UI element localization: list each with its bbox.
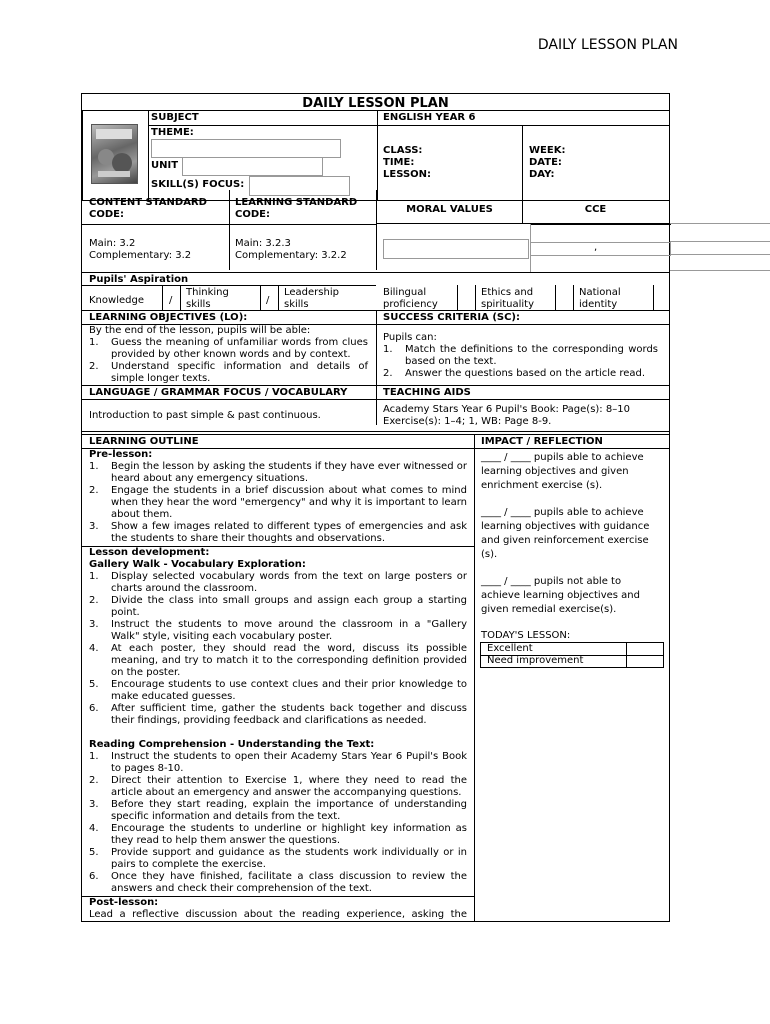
aspiration-tick-thinking: /	[266, 295, 270, 306]
week-label: WEEK:	[529, 145, 566, 156]
teaching-aids-line1: Academy Stars Year 6 Pupil's Book: Page(s): 8–10	[383, 404, 630, 415]
rating-excellent-mark-cell[interactable]	[627, 643, 663, 655]
aspiration-ethics-line1: Ethics and	[481, 287, 534, 298]
todays-lesson-rating-table	[480, 642, 664, 668]
pre-lesson-label: Pre-lesson:	[89, 449, 153, 460]
theme-label: THEME:	[151, 127, 194, 138]
todays-lesson-label: TODAY'S LESSON:	[481, 630, 571, 641]
sc-label: SUCCESS CRITERIA (SC):	[383, 312, 521, 323]
date-label: DATE:	[529, 157, 562, 168]
aspiration-thinking-skills	[186, 287, 229, 311]
reading-item-number: 6.	[89, 871, 99, 882]
rating-need-improvement: Need improvement	[487, 655, 584, 666]
gallery-walk-item	[89, 619, 467, 643]
aspiration-leadership-line2: skills	[284, 299, 309, 310]
teaching-aids-line2: Exercise(s): 1–4; 1, WB: Page 8-9.	[383, 416, 552, 427]
learning-standard-label-line1: LEARNING STANDARD	[235, 197, 358, 208]
moral-values-label: MORAL VALUES	[406, 204, 493, 215]
lesson-plan-table	[81, 93, 670, 922]
aspiration-leadership-line1: Leadership	[284, 287, 339, 298]
gallery-walk-item-number: 2.	[89, 595, 99, 606]
reading-item-number: 1.	[89, 751, 99, 762]
language-focus-label: LANGUAGE / GRAMMAR FOCUS / VOCABULARY	[89, 387, 348, 398]
unit-field[interactable]	[182, 157, 323, 176]
pre-lesson-item-number: 1.	[89, 461, 99, 472]
aspiration-ethics	[481, 287, 534, 311]
rating-excellent: Excellent	[487, 643, 533, 654]
reading-item-number: 4.	[89, 823, 99, 834]
pre-lesson-item	[89, 461, 467, 485]
pre-lesson-item-text: Begin the lesson by asking the students if they have ever witnessed or heard about any emergency situations.	[111, 461, 467, 484]
sc-item	[383, 368, 658, 380]
lo-item	[89, 361, 368, 385]
post-lesson-label: Post-lesson:	[89, 897, 159, 908]
reading-item	[89, 775, 467, 799]
lo-item-text: Understand specific information and details of simple longer texts.	[111, 361, 368, 384]
pre-lesson-item	[89, 521, 467, 545]
unit-label: UNIT	[151, 160, 179, 171]
reading-item	[89, 847, 467, 871]
pre-lesson-item	[89, 485, 467, 521]
sc-item-number: 1.	[383, 344, 393, 355]
learning-main-code: Main: 3.2.3	[235, 238, 291, 249]
pre-lesson-item-text: Engage the students in a brief discussion about what comes to mind when they hear the word "emergency" and why it is important to learn about them.	[111, 485, 467, 520]
aspiration-national-identity	[579, 287, 621, 311]
impact-enrichment-line: ____ / ____ pupils able to achieve	[481, 452, 644, 463]
pre-lesson-item-number: 2.	[89, 485, 99, 496]
gallery-walk-item-number: 6.	[89, 703, 99, 714]
gallery-walk-item	[89, 679, 467, 703]
gallery-walk-item-text: Display selected vocabulary words from the text on large posters or charts around the classroom.	[111, 571, 467, 594]
gallery-walk-item	[89, 571, 467, 595]
page-header: DAILY LESSON PLAN	[537, 37, 678, 53]
sc-item	[383, 344, 658, 368]
aspiration-leadership-skills	[284, 287, 339, 311]
aspiration-national-line1: National	[579, 287, 621, 298]
moral-values-field[interactable]	[383, 239, 529, 259]
lo-intro: By the end of the lesson, pupils will be able:	[89, 325, 311, 336]
reading-item-text: Provide support and guidance as the students work individually or in pairs to complete the exercise.	[111, 847, 467, 870]
aspiration-bilingual	[383, 287, 438, 311]
lo-item-number: 1.	[89, 337, 99, 348]
reading-item	[89, 823, 467, 847]
gallery-walk-item-number: 4.	[89, 643, 99, 654]
pre-lesson-item-text: Show a few images related to different types of emergencies and ask the students to share their thoughts and observations.	[111, 521, 467, 544]
impact-enrichment-line: enrichment exercise (s).	[481, 480, 603, 491]
skills-focus-label: SKILL(S) FOCUS:	[151, 179, 245, 190]
sc-item-text: Answer the questions based on the article read.	[405, 368, 646, 379]
time-label: TIME:	[383, 157, 415, 168]
impact-block-remedial	[481, 575, 666, 617]
impact-block-enrichment	[481, 451, 666, 493]
gallery-walk-item	[89, 703, 467, 727]
reading-item-number: 3.	[89, 799, 99, 810]
aspiration-ethics-line2: spirituality	[481, 299, 535, 310]
learning-standard-label	[235, 197, 357, 221]
impact-reinforcement-line: learning objectives with guidance	[481, 521, 650, 532]
impact-reinforcement-line: and given reinforcement exercise	[481, 535, 649, 546]
gallery-walk-item-text: Instruct the students to move around the classroom in a "Gallery Walk" style, visiting each vocabulary poster.	[111, 619, 467, 642]
teaching-aids-label: TEACHING AIDS	[383, 387, 471, 398]
learning-standard-label-line2: CODE:	[235, 209, 270, 220]
content-standard-label-line1: CONTENT STANDARD	[89, 197, 207, 208]
sc-item-number: 2.	[383, 368, 393, 379]
language-focus-value: Introduction to past simple & past continuous.	[89, 410, 321, 421]
day-label: DAY:	[529, 169, 555, 180]
reading-item	[89, 799, 467, 823]
gallery-walk-item-number: 1.	[89, 571, 99, 582]
pre-lesson-section	[89, 449, 467, 545]
pre-lesson-list	[89, 461, 467, 545]
reading-item-number: 5.	[89, 847, 99, 858]
aspiration-bilingual-line2: proficiency	[383, 299, 438, 310]
reading-item	[89, 871, 467, 895]
post-lesson-text: Lead a reflective discussion about the reading experience, asking the	[89, 909, 467, 920]
aspiration-knowledge: Knowledge	[89, 295, 144, 306]
cce-mark: ,	[594, 242, 598, 253]
aspiration-bilingual-line1: Bilingual	[383, 287, 427, 298]
gallery-walk-item-text: At each poster, they should read the word, discuss its possible meaning, and try to match it to the corresponding definition provided on the poster.	[111, 643, 467, 678]
gallery-walk-item	[89, 643, 467, 679]
aspiration-label: Pupils' Aspiration	[89, 274, 189, 285]
pre-lesson-item-number: 3.	[89, 521, 99, 532]
content-main-code: Main: 3.2	[89, 238, 136, 249]
reading-item-number: 2.	[89, 775, 99, 786]
reading-comprehension-list	[89, 751, 467, 895]
document-title: DAILY LESSON PLAN	[302, 96, 449, 111]
cce-subtable-overflow	[670, 223, 770, 271]
sc-list	[383, 344, 658, 380]
reading-comprehension-label: Reading Comprehension - Understanding the Text:	[89, 739, 375, 750]
gallery-walk-item-number: 3.	[89, 619, 99, 630]
aspiration-tick-knowledge: /	[169, 295, 173, 306]
aspiration-thinking-line1: Thinking	[186, 287, 229, 298]
cce-label: CCE	[584, 204, 607, 215]
aspiration-thinking-line2: skills	[186, 299, 211, 310]
content-complementary-code: Complementary: 3.2	[89, 250, 192, 261]
gallery-walk-item-text: Encourage students to use context clues and their prior knowledge to make educated guesses.	[111, 679, 467, 702]
gallery-walk-item-number: 5.	[89, 679, 99, 690]
impact-remedial-line: achieve learning objectives and	[481, 590, 640, 601]
gallery-walk-item-text: Divide the class into small groups and assign each group a starting point.	[111, 595, 467, 618]
sc-intro: Pupils can:	[383, 332, 437, 343]
class-label: CLASS:	[383, 145, 423, 156]
skills-focus-field[interactable]	[249, 176, 350, 196]
sc-item-text: Match the definitions to the corresponding words based on the text.	[405, 344, 658, 367]
lo-label: LEARNING OBJECTIVES (LO):	[89, 312, 248, 323]
gallery-walk-item-text: After sufficient time, gather the students back together and discuss their findings, providing feedback and clarifications as needed.	[111, 703, 467, 726]
reading-item-text: Instruct the students to open their Academy Stars Year 6 Pupil's Book to pages 8-10.	[111, 751, 467, 774]
learning-outline-label: LEARNING OUTLINE	[89, 436, 199, 447]
content-standard-label-line2: CODE:	[89, 209, 124, 220]
impact-reflection-label: IMPACT / REFLECTION	[481, 436, 603, 447]
impact-reinforcement-line: (s).	[481, 549, 498, 560]
impact-block-reinforcement	[481, 506, 666, 562]
lo-list	[89, 337, 368, 385]
theme-field[interactable]	[151, 139, 341, 158]
reading-item-text: Direct their attention to Exercise 1, where they need to read the article about an emergency and answer the accompanying questions.	[111, 775, 467, 798]
rating-need-improvement-mark-cell[interactable]	[627, 656, 663, 667]
lo-item-text: Guess the meaning of unfamiliar words from clues provided by other known words and by context.	[111, 337, 368, 360]
reading-item-text: Before they start reading, explain the importance of understanding specific information and details from the text.	[111, 799, 467, 822]
book-cover-image	[91, 124, 138, 184]
lo-item-number: 2.	[89, 361, 99, 372]
impact-remedial-line: given remedial exercise(s).	[481, 604, 617, 615]
reading-item-text: Once they have finished, facilitate a class discussion to review the answers and check their comprehension of the text.	[111, 871, 467, 894]
lo-content	[89, 325, 368, 385]
lo-item	[89, 337, 368, 361]
sc-content	[383, 332, 658, 380]
lesson-development-section	[89, 547, 467, 895]
lesson-development-label: Lesson development:	[89, 547, 210, 558]
subject-label: SUBJECT	[151, 112, 199, 123]
gallery-walk-item	[89, 595, 467, 619]
reading-item	[89, 751, 467, 775]
subject-value: ENGLISH YEAR 6	[383, 112, 476, 123]
content-standard-label	[89, 197, 207, 221]
impact-reinforcement-line: ____ / ____ pupils able to achieve	[481, 507, 644, 518]
book-cover-art	[92, 125, 137, 183]
aspiration-national-line2: identity	[579, 299, 618, 310]
gallery-walk-label: Gallery Walk - Vocabulary Exploration:	[89, 559, 306, 570]
impact-enrichment-line: learning objectives and given	[481, 466, 629, 477]
gallery-walk-list	[89, 571, 467, 727]
post-lesson-section	[89, 897, 467, 921]
impact-remedial-line: ____ / ____ pupils not able to	[481, 576, 622, 587]
lesson-label: LESSON:	[383, 169, 432, 180]
reading-item-text: Encourage the students to underline or highlight key information as they read to help them answer the questions.	[111, 823, 467, 846]
learning-complementary-code: Complementary: 3.2.2	[235, 250, 347, 261]
